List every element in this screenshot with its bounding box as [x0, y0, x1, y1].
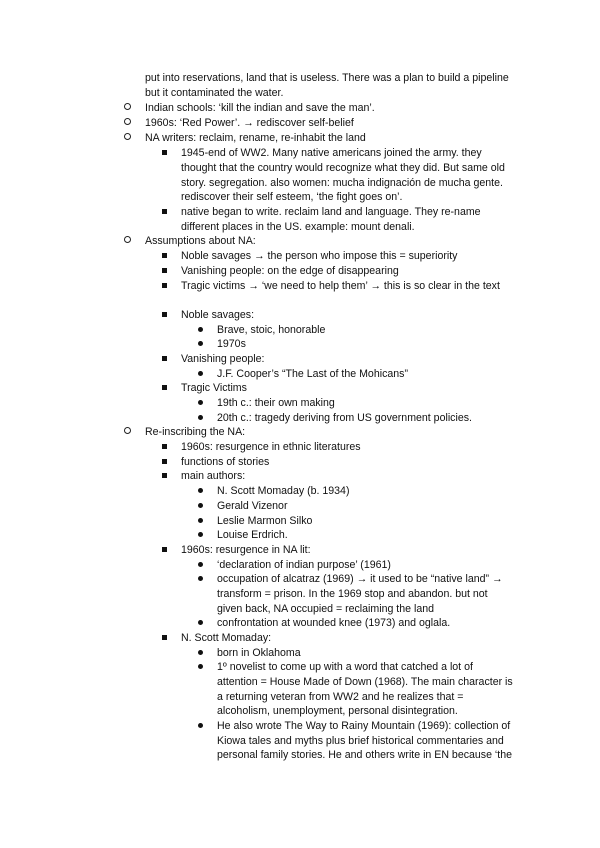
hollow-bullet-icon — [121, 131, 133, 146]
list-item: born in Oklahoma — [217, 647, 301, 659]
disc-bullet-icon — [194, 572, 206, 587]
list-item: N. Scott Momaday (b. 1934) — [217, 485, 350, 497]
disc-bullet-icon — [194, 528, 206, 543]
text-line: alcoholism, unemployment, personal disintegration. — [217, 705, 458, 717]
square-bullet-icon — [158, 264, 170, 279]
text-line: thought that the country would recognize what they did. But same old — [181, 162, 505, 174]
square-bullet-icon — [158, 469, 170, 484]
square-bullet-icon — [158, 205, 170, 220]
list-item: 20th c.: tragedy deriving from US government policies. — [217, 412, 472, 424]
list-item: 1960s: resurgence in ethnic literatures — [181, 441, 361, 453]
square-bullet-icon — [158, 543, 170, 558]
disc-bullet-icon — [194, 719, 206, 734]
list-item: NA writers: reclaim, rename, re-inhabit the land — [145, 132, 366, 144]
hollow-bullet-icon — [121, 425, 133, 440]
disc-bullet-icon — [194, 411, 206, 426]
list-item: 19th c.: their own making — [217, 397, 335, 409]
list-item: Noble savages → the person who impose this = superiority — [181, 250, 458, 262]
disc-bullet-icon — [194, 323, 206, 338]
square-bullet-icon — [158, 631, 170, 646]
disc-bullet-icon — [194, 499, 206, 514]
disc-bullet-icon — [194, 396, 206, 411]
list-item: He also wrote The Way to Rainy Mountain (1969): collection of — [217, 720, 511, 732]
list-item: 1º novelist to come up with a word that catched a lot of — [217, 661, 473, 673]
square-bullet-icon — [158, 455, 170, 470]
list-item: functions of stories — [181, 456, 270, 468]
disc-bullet-icon — [194, 337, 206, 352]
text-line: rediscover their self esteem, ‘the fight goes on’. — [181, 191, 403, 203]
list-item: Tragic victims → ‘we need to help them’ → this is so clear in the text — [181, 280, 500, 292]
list-item: ‘declaration of indian purpose’ (1961) — [217, 559, 391, 571]
list-item: Leslie Marmon Silko — [217, 515, 313, 527]
square-bullet-icon — [158, 440, 170, 455]
list-item: 1945-end of WW2. Many native americans joined the army. they — [181, 147, 482, 159]
disc-bullet-icon — [194, 367, 206, 382]
disc-bullet-icon — [194, 616, 206, 631]
text-line: given back, NA occupied = reclaiming the land — [217, 603, 435, 615]
hollow-bullet-icon — [121, 234, 133, 249]
text-line: story. segregation. also women: mucha indignación de mucha gente. — [181, 177, 503, 189]
list-item: Brave, stoic, honorable — [217, 324, 326, 336]
list-item: confrontation at wounded knee (1973) and oglala. — [217, 617, 451, 629]
disc-bullet-icon — [194, 514, 206, 529]
list-item: Vanishing people: on the edge of disappearing — [181, 265, 399, 277]
disc-bullet-icon — [194, 484, 206, 499]
text-line: personal family stories. He and others write in EN because ‘the — [217, 749, 513, 761]
list-item: Indian schools: ‘kill the indian and save the man’. — [145, 102, 375, 114]
list-item: Re-inscribing the NA: — [145, 426, 246, 438]
list-item: 1960s: resurgence in NA lit: — [181, 544, 311, 556]
list-item: Gerald Vizenor — [217, 500, 288, 512]
text-line: Kiowa tales and myths plus brief historical commentaries and — [217, 735, 504, 747]
text-line: a returning veteran from WW2 and he realizes that = — [217, 691, 464, 703]
square-bullet-icon — [158, 249, 170, 264]
square-bullet-icon — [158, 381, 170, 396]
list-item: N. Scott Momaday: — [181, 632, 272, 644]
text-line: but it contaminated the water. — [145, 87, 284, 99]
list-item: Tragic Victims — [181, 382, 247, 394]
hollow-bullet-icon — [121, 116, 133, 131]
square-bullet-icon — [158, 146, 170, 161]
text-line: attention = House Made of Down (1968). The main character is — [217, 676, 513, 688]
list-item: main authors: — [181, 470, 246, 482]
list-item: J.F. Cooper’s “The Last of the Mohicans” — [217, 368, 408, 380]
list-item: 1970s — [217, 338, 246, 350]
list-item: Louise Erdrich. — [217, 529, 288, 541]
list-item: occupation of alcatraz (1969) → it used to be “native land” → — [217, 573, 503, 585]
square-bullet-icon — [158, 279, 170, 294]
list-item: Assumptions about NA: — [145, 235, 256, 247]
disc-bullet-icon — [194, 660, 206, 675]
disc-bullet-icon — [194, 558, 206, 573]
list-item: native began to write. reclaim land and language. They re-name — [181, 206, 481, 218]
text-line: different places in the US. example: mount denali. — [181, 221, 415, 233]
list-item: Noble savages: — [181, 309, 255, 321]
disc-bullet-icon — [194, 646, 206, 661]
text-line: transform = prison. In the 1969 stop and abandon. but not — [217, 588, 488, 600]
hollow-bullet-icon — [121, 101, 133, 116]
list-item: 1960s: ‘Red Power’. → rediscover self-belief — [145, 117, 354, 129]
square-bullet-icon — [158, 352, 170, 367]
list-item: Vanishing people: — [181, 353, 265, 365]
square-bullet-icon — [158, 308, 170, 323]
text-line: put into reservations, land that is useless. There was a plan to build a pipeline — [145, 72, 509, 84]
